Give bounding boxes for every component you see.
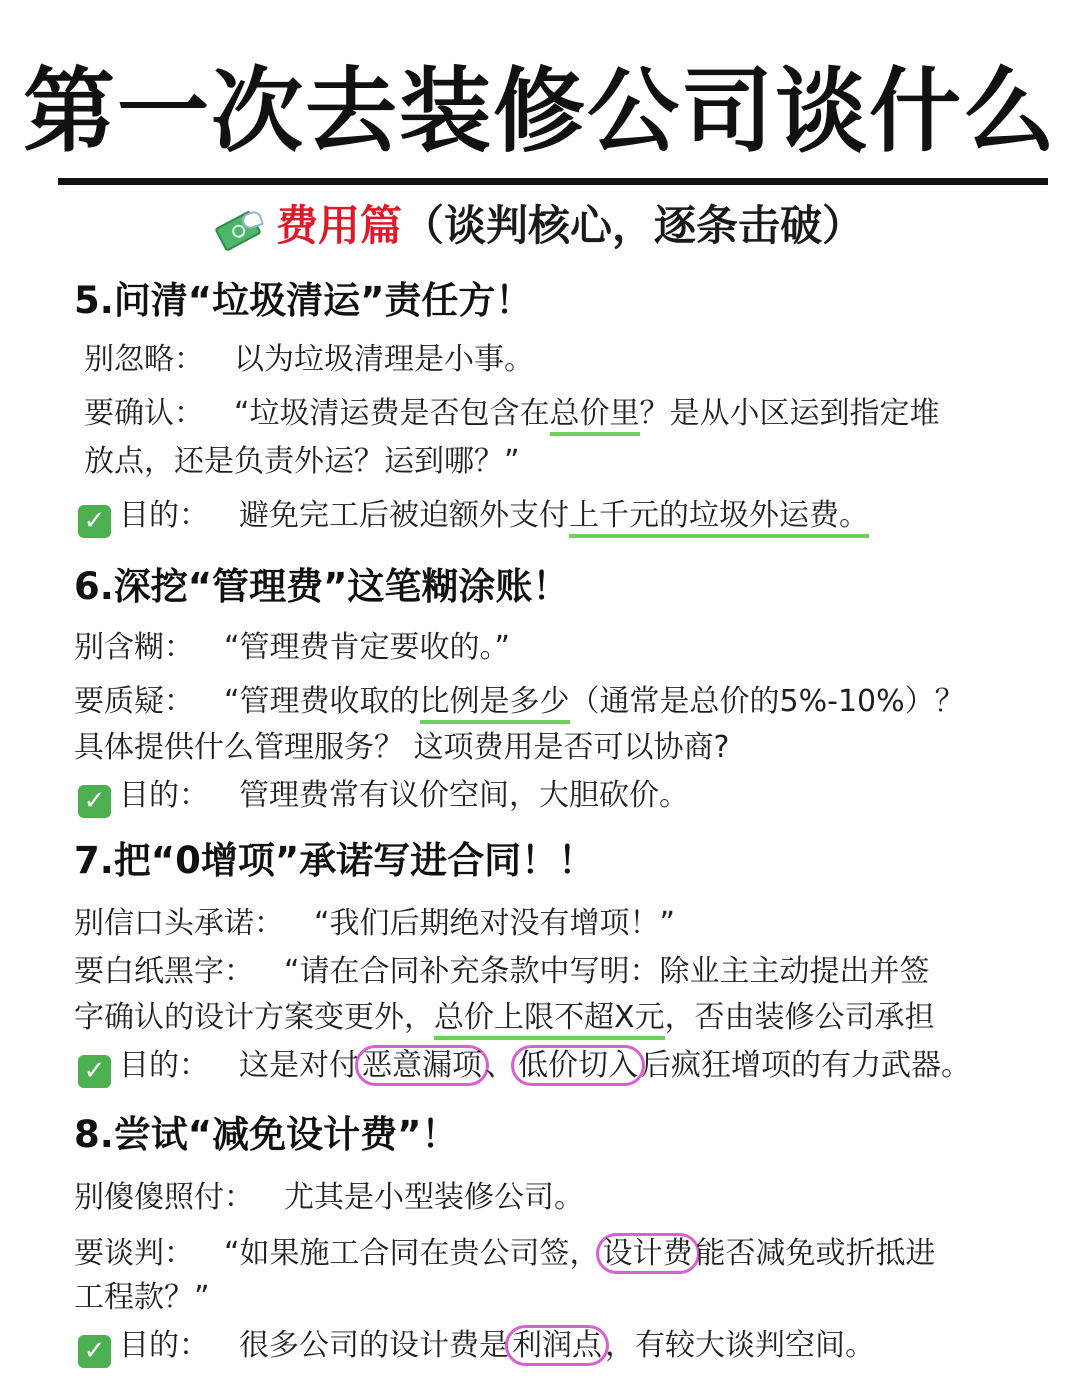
line-text: 尤其是小型装修公司。 [284, 1180, 584, 1215]
line-text: “管理费收取的 [224, 684, 420, 719]
line-text: 避免完工后被迫额外支付 [239, 498, 569, 533]
circled-phrase: 恶意漏项 [355, 1045, 489, 1086]
line-label: 别含糊： [74, 630, 194, 665]
line-label: 目的： [119, 778, 209, 813]
line-label: 目的： [119, 498, 209, 533]
subtitle-highlight: 费用篇 [275, 201, 402, 250]
section-6-question-line-cont: 具体提供什么管理服务？ 这项费用是否可以协商? [74, 730, 730, 765]
line-text: 这是对付 [239, 1048, 359, 1083]
underlined-phrase: 总价上限不超X元 [434, 1000, 665, 1040]
section-8-purpose-line [78, 1324, 875, 1368]
section-5-ignore-line [84, 338, 534, 382]
section-7-purpose-line [78, 1044, 971, 1088]
line-label: 别信口头承诺： [74, 906, 284, 941]
line-text: （通常是总价的5%-10%）？ [569, 684, 965, 719]
line-label: 目的： [119, 1328, 209, 1363]
circled-phrase: 利润点 [505, 1325, 609, 1366]
money-with-wings-icon [216, 214, 258, 244]
section-5-heading: 5.问清“垃圾清运”责任方！ [74, 279, 533, 322]
section-8-negotiate-line-cont: 工程款？” [74, 1280, 210, 1315]
section-8-negotiate-line [74, 1232, 936, 1276]
underlined-phrase: 上千元的垃圾外运费。 [569, 498, 869, 538]
circled-phrase: 低价切入 [511, 1045, 645, 1086]
line-label: 目的： [119, 1048, 209, 1083]
check-mark-icon: ✓ [78, 785, 111, 818]
line-text: ，有较大谈判空间。 [605, 1328, 875, 1363]
line-label: 要谈判： [74, 1236, 194, 1271]
section-5-confirm-line-cont: 放点，还是负责外运？运到哪？” [84, 444, 520, 479]
line-text: 、 [485, 1048, 515, 1083]
section-7-verbal-line [74, 902, 675, 946]
subtitle [0, 196, 1080, 256]
section-7-written-line-cont [74, 996, 935, 1040]
line-text: “如果施工合同在贵公司签， [224, 1236, 600, 1271]
subtitle-rest: （谈判核心，逐条击破） [402, 201, 865, 250]
section-8-heading: 8.尝试“减免设计费”！ [74, 1113, 459, 1156]
check-mark-icon: ✓ [78, 1335, 111, 1368]
section-6-question-line [74, 680, 965, 724]
line-label: 要质疑： [74, 684, 194, 719]
section-7-written-line [74, 950, 930, 994]
line-text: 很多公司的设计费是 [239, 1328, 509, 1363]
line-text: 以为垃圾清理是小事。 [234, 342, 534, 377]
section-6-heading: 6.深挖“管理费”这笔糊涂账！ [74, 565, 570, 608]
line-text: “管理费肯定要收的。” [224, 630, 511, 665]
section-7-heading: 7.把“0增项”承诺写进合同！！ [74, 839, 596, 882]
line-text: ？是从小区运到指定堆 [639, 396, 940, 431]
check-mark-icon: ✓ [78, 505, 111, 538]
check-mark-icon: ✓ [78, 1055, 111, 1088]
line-label: 别忽略： [84, 342, 204, 377]
line-label: 要确认： [84, 396, 204, 431]
section-6-vague-line [74, 626, 510, 670]
line-label: 别傻傻照付： [74, 1180, 254, 1215]
line-text: ，否由装修公司承担 [664, 1000, 935, 1035]
section-6-purpose-line [78, 774, 689, 818]
line-text: “请在合同补充条款中写明：除业主主动提出并签 [284, 954, 930, 989]
line-text: 字确认的设计方案变更外， [74, 1000, 434, 1035]
circled-phrase: 设计费 [596, 1233, 700, 1274]
title-divider [58, 178, 1048, 185]
section-8-pay-line [74, 1176, 584, 1220]
section-5-confirm-line [84, 392, 940, 436]
underlined-phrase: 总价里 [550, 396, 640, 436]
line-text: 管理费常有议价空间，大胆砍价。 [239, 778, 689, 813]
line-text: “我们后期绝对没有增项！” [314, 906, 676, 941]
line-text: 后疯狂增项的有力武器。 [641, 1048, 971, 1083]
page-title: 第一次去装修公司谈什么 [22, 58, 1057, 165]
underlined-phrase: 比例是多少 [420, 684, 570, 724]
line-label: 要白纸黑字： [74, 954, 254, 989]
line-text: “垃圾清运费是否包含在 [234, 396, 550, 431]
section-5-purpose-line [78, 494, 869, 538]
line-text: 能否减免或折抵进 [695, 1236, 936, 1271]
